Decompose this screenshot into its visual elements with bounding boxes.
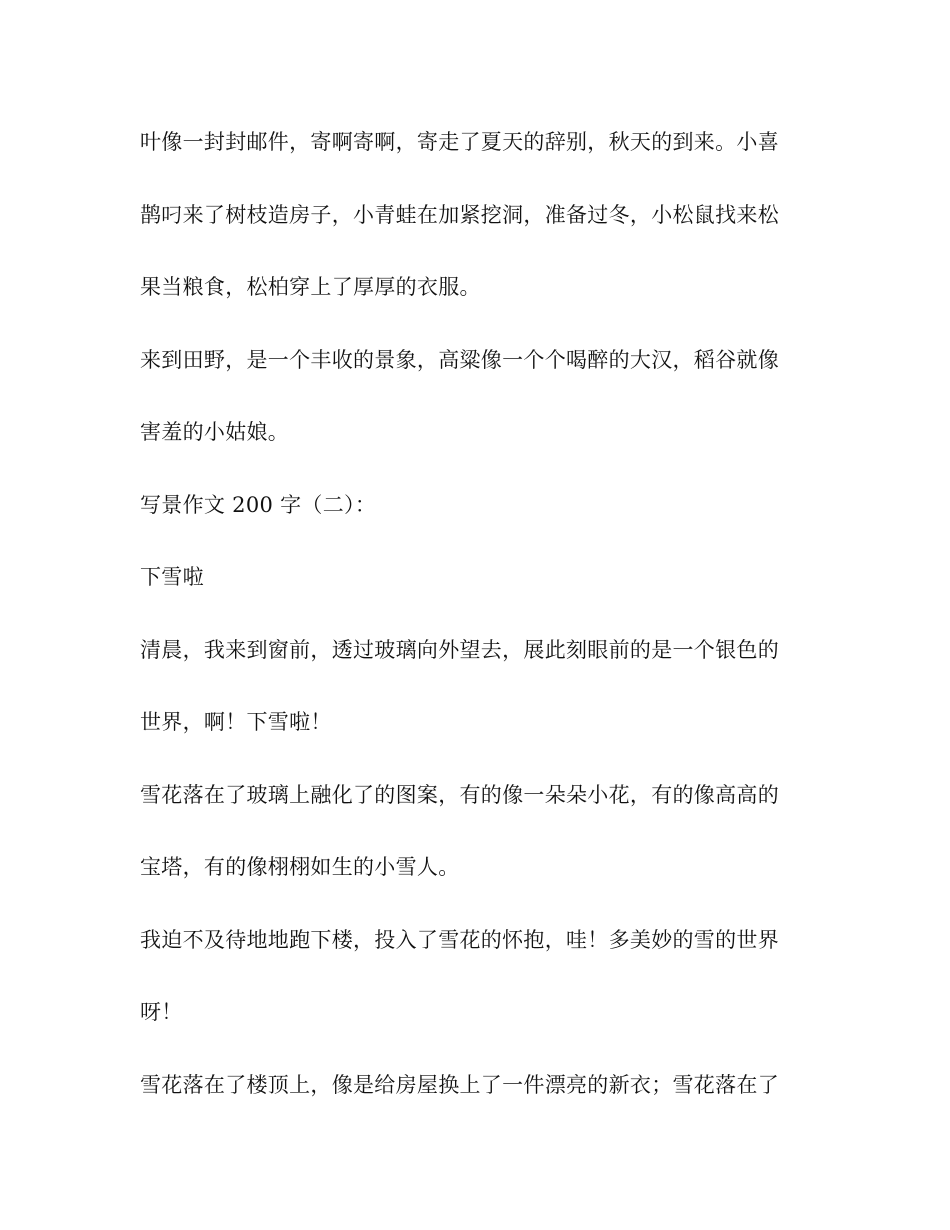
text-line: 鹊叼来了树枝造房子，小青蛙在加紧挖洞，准备过冬，小松鼠找来松	[140, 202, 779, 227]
document-body	[140, 120, 800, 1135]
section-heading: 写景作文 200 字（二）：	[140, 492, 377, 517]
text-line: 雪花落在了楼顶上，像是给房屋换上了一件漂亮的新衣；雪花落在了	[140, 1072, 779, 1097]
text-line: 清晨，我来到窗前，透过玻璃向外望去，展此刻眼前的是一个银色的	[140, 637, 779, 662]
text-line: 宝塔，有的像栩栩如生的小雪人。	[140, 855, 460, 879]
text-line: 来到田野，是一个丰收的景象，高粱像一个个喝醉的大汉，稻谷就像	[140, 347, 779, 372]
text-line: 呀！	[140, 1000, 183, 1024]
text-line: 叶像一封封邮件，寄啊寄啊，寄走了夏天的辞别，秋天的到来。小喜	[140, 130, 779, 154]
essay-title: 下雪啦	[140, 565, 204, 589]
text-line: 世界，啊！下雪啦！	[140, 710, 332, 734]
text-line: 害羞的小姑娘。	[140, 420, 290, 444]
text-line: 果当粮食，松柏穿上了厚厚的衣服。	[140, 275, 481, 299]
text-line: 我迫不及待地地跑下楼，投入了雪花的怀抱，哇！多美妙的雪的世界	[140, 927, 779, 952]
text-line: 雪花落在了玻璃上融化了的图案，有的像一朵朵小花，有的像高高的	[140, 782, 779, 807]
